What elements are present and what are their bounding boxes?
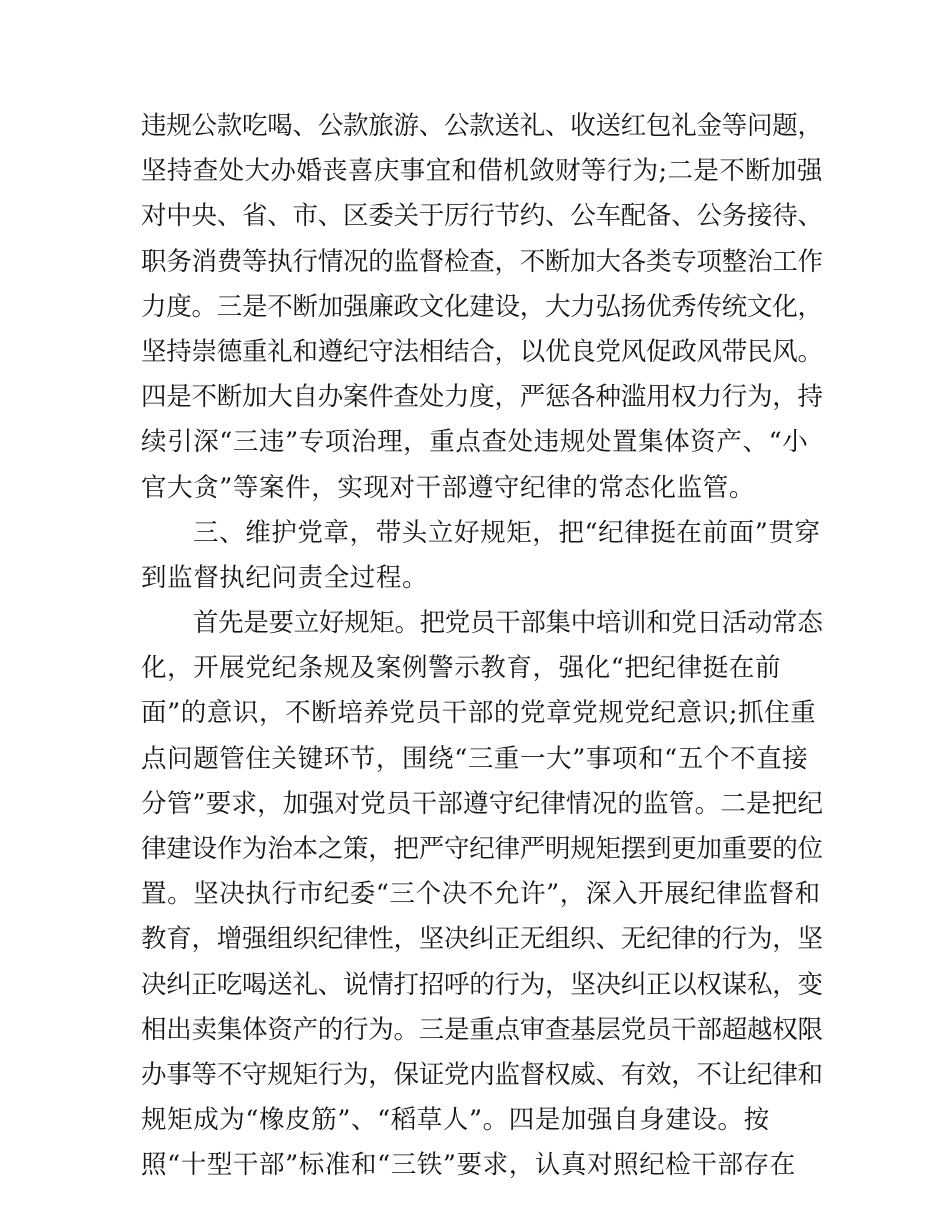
text-line-5: 力度。三是不断加强廉政文化建设，大力弘扬优秀传统文化， xyxy=(141,291,823,322)
text-line-13: 化，开展党纪条规及案例警示教育，强化“把纪律挺在前 xyxy=(141,653,782,684)
text-line-7: 四是不断加大自办案件查处力度，严惩各种滥用权力行为，持 xyxy=(141,382,823,413)
text-line-22: 办事等不守规矩行为，保证党内监督权威、有效，不让纪律和 xyxy=(141,1059,823,1090)
text-line-8: 续引深“三违”专项治理，重点查处违规处置集体资产、“小 xyxy=(141,427,809,458)
text-line-6: 坚持崇德重礼和遵纪守法相结合，以优良党风促政风带民风。 xyxy=(141,336,823,367)
text-line-4: 职务消费等执行情况的监督检查，不断加大各类专项整治工作 xyxy=(141,246,823,277)
section-heading-line-1: 三、维护党章，带头立好规矩，把“纪律挺在前面”贯穿 xyxy=(193,517,821,548)
text-line-19: 教育，增强组织纪律性，坚决纠正无组织、无纪律的行为，坚 xyxy=(141,924,823,955)
text-line-2: 坚持查处大办婚丧喜庆事宜和借机敛财等行为;二是不断加强 xyxy=(141,156,823,187)
body-text xyxy=(141,104,824,1189)
text-line-15: 点问题管住关键环节，围绕“三重一大”事项和“五个不直接 xyxy=(141,743,809,774)
text-line-20: 决纠正吃喝送礼、说情打招呼的行为，坚决纠正以权谋私，变 xyxy=(141,969,823,1000)
text-line-17: 律建设作为治本之策，把严守纪律严明规矩摆到更加重要的位 xyxy=(141,834,823,864)
text-line-21: 相出卖集体资产的行为。三是重点审查基层党员干部超越权限 xyxy=(141,1014,823,1045)
section-heading-line-2: 到监督执纪问责全过程。 xyxy=(141,562,429,593)
text-line-12: 首先是要立好规矩。把党员干部集中培训和党日活动常态 xyxy=(193,608,823,639)
text-line-16: 分管”要求，加强对党员干部遵守纪律情况的监管。二是把纪 xyxy=(141,788,824,819)
text-line-18: 置。坚决执行市纪委“三个决不允许”，深入开展纪律监督和 xyxy=(141,879,821,910)
text-line-24: 照“十型干部”标准和“三铁”要求，认真对照纪检干部存在 xyxy=(141,1150,796,1181)
text-line-1: 违规公款吃喝、公款旅游、公款送礼、收送红包礼金等问题， xyxy=(141,111,823,141)
text-line-3: 对中央、省、市、区委关于厉行节约、公车配备、公务接待、 xyxy=(141,201,823,232)
text-line-9: 官大贪”等案件，实现对干部遵守纪律的常态化监管。 xyxy=(141,472,755,503)
text-line-23: 规矩成为“橡皮筋”、“稻草人”。四是加强自身建设。按 xyxy=(141,1105,770,1136)
text-line-14: 面”的意识，不断培养党员干部的党章党规党纪意识;抓住重 xyxy=(141,698,817,729)
